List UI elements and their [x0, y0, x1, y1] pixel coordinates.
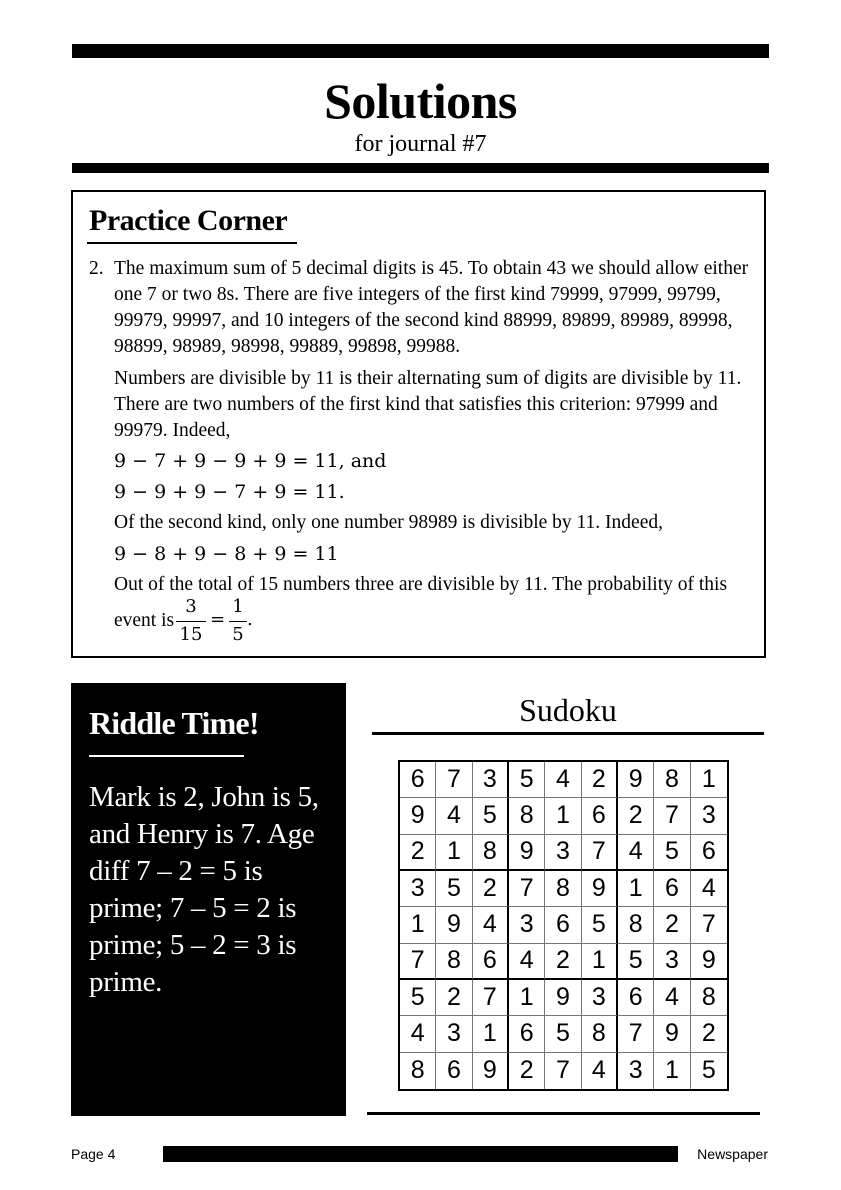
sudoku-cell: 1 [654, 1053, 690, 1089]
sudoku-cell: 9 [654, 1016, 690, 1052]
page-subtitle: for journal #7 [354, 131, 487, 157]
page-title: Solutions [324, 73, 517, 129]
sudoku-cell: 2 [654, 907, 690, 943]
sudoku-cell: 1 [509, 980, 545, 1016]
sudoku-cell: 9 [473, 1053, 509, 1089]
solution-line: The maximum sum of 5 decimal digits is 45. To obtain 43 we should allow either [114, 258, 749, 279]
sudoku-cell: 1 [545, 798, 581, 834]
sudoku-cell: 1 [436, 835, 472, 871]
sudoku-cell: 6 [473, 944, 509, 980]
practice-heading-underline [87, 242, 297, 244]
sudoku-cell: 5 [545, 1016, 581, 1052]
equation-line: 9 − 8 + 9 − 8 + 9 = 11 [114, 543, 339, 565]
sudoku-cell: 6 [545, 907, 581, 943]
sudoku-cell: 8 [509, 798, 545, 834]
sudoku-cell: 8 [400, 1053, 436, 1089]
sudoku-cell: 2 [545, 944, 581, 980]
sudoku-cell: 6 [400, 762, 436, 798]
fraction-numerator: 1 [232, 596, 244, 617]
sudoku-cell: 1 [618, 871, 654, 907]
sudoku-cell: 2 [582, 762, 618, 798]
sudoku-cell: 9 [509, 835, 545, 871]
event-prefix: event is [114, 610, 175, 631]
sudoku-cell: 1 [473, 1016, 509, 1052]
sudoku-cell: 4 [618, 835, 654, 871]
sudoku-cell: 9 [436, 907, 472, 943]
sudoku-cell: 3 [400, 871, 436, 907]
sudoku-cell: 1 [582, 944, 618, 980]
sudoku-cell: 8 [545, 871, 581, 907]
sudoku-cell: 4 [545, 762, 581, 798]
sudoku-cell: 3 [436, 1016, 472, 1052]
sudoku-cell: 6 [582, 798, 618, 834]
sudoku-cell: 3 [582, 980, 618, 1016]
period: . [247, 609, 253, 630]
sudoku-cell: 3 [691, 798, 727, 834]
sudoku-cell: 7 [618, 1016, 654, 1052]
problem-number: 2. [89, 258, 104, 279]
sudoku-cell: 3 [509, 907, 545, 943]
sudoku-cell: 2 [618, 798, 654, 834]
sudoku-cell: 5 [654, 835, 690, 871]
sudoku-cell: 5 [473, 798, 509, 834]
sudoku-cell: 2 [509, 1053, 545, 1089]
sudoku-cell: 6 [618, 980, 654, 1016]
sudoku-cell: 3 [473, 762, 509, 798]
practice-corner-box [71, 190, 766, 658]
footer-rule [163, 1146, 678, 1162]
sudoku-cell: 8 [582, 1016, 618, 1052]
top-rule [72, 44, 769, 58]
sudoku-cell: 9 [545, 980, 581, 1016]
probability-expression [114, 596, 314, 648]
sudoku-cell: 4 [436, 798, 472, 834]
sudoku-cell: 7 [691, 907, 727, 943]
sudoku-cell: 4 [509, 944, 545, 980]
sudoku-cell: 6 [436, 1053, 472, 1089]
sudoku-cell: 9 [691, 944, 727, 980]
riddle-title: Riddle Time! [89, 705, 259, 741]
solution-line: There are two numbers of the first kind that satisfies this criterion: 97999 and [114, 394, 718, 415]
sudoku-cell: 9 [582, 871, 618, 907]
sudoku-cell: 3 [618, 1053, 654, 1089]
fraction-denominator: 5 [232, 624, 244, 645]
solution-line: Numbers are divisible by 11 is their alternating sum of digits are divisible by 11. [114, 368, 742, 389]
equation-line: 9 − 9 + 9 − 7 + 9 = 11. [114, 481, 345, 503]
sudoku-title-rule [372, 732, 764, 735]
solution-line: one 7 or two 8s. There are five integers of the first kind 79999, 97999, 99799, [114, 284, 721, 305]
sudoku-cell: 4 [691, 871, 727, 907]
sudoku-cell: 5 [509, 762, 545, 798]
sudoku-cell: 5 [618, 944, 654, 980]
sudoku-cell: 8 [618, 907, 654, 943]
sudoku-cell: 1 [691, 762, 727, 798]
sudoku-cell: 7 [400, 944, 436, 980]
solution-line: 99979. Indeed, [114, 420, 231, 441]
publication-name: Newspaper [697, 1146, 768, 1162]
sudoku-cell: 5 [400, 980, 436, 1016]
sudoku-cell: 3 [545, 835, 581, 871]
sudoku-title: Sudoku [519, 692, 617, 728]
sudoku-cell: 2 [473, 871, 509, 907]
solution-line: Of the second kind, only one number 98989 is divisible by 11. Indeed, [114, 512, 663, 533]
sudoku-cell: 8 [654, 762, 690, 798]
sudoku-cell: 2 [436, 980, 472, 1016]
solution-line: 99979, 99997, and 10 integers of the second kind 88999, 89899, 89989, 89998, [114, 310, 733, 331]
sudoku-cell: 2 [691, 1016, 727, 1052]
fraction-bar [229, 621, 247, 622]
header-rule [72, 163, 769, 173]
riddle-answer: Mark is 2, John is 5, and Henry is 7. Age diff 7 – 2 = 5 is prime; 7 – 5 = 2 is prime; 5 – 2 = 3 is prime. [89, 781, 319, 998]
sudoku-cell: 6 [509, 1016, 545, 1052]
page-number: Page 4 [71, 1146, 116, 1162]
riddle-title-underline [89, 755, 244, 757]
sudoku-bottom-rule [367, 1112, 760, 1115]
sudoku-cell: 4 [654, 980, 690, 1016]
sudoku-cell: 4 [400, 1016, 436, 1052]
sudoku-cell: 8 [473, 835, 509, 871]
fraction-bar [176, 621, 206, 622]
equals-sign: = [210, 609, 226, 630]
sudoku-cell: 1 [400, 907, 436, 943]
solution-line: 98899, 98989, 98998, 99889, 99898, 99988. [114, 336, 461, 357]
sudoku-cell: 9 [400, 798, 436, 834]
sudoku-cell: 9 [618, 762, 654, 798]
sudoku-cell: 7 [509, 871, 545, 907]
sudoku-cell: 7 [654, 798, 690, 834]
sudoku-cell: 6 [691, 835, 727, 871]
riddle-box [71, 683, 346, 1116]
sudoku-cell: 2 [400, 835, 436, 871]
equation-line: 9 − 7 + 9 − 9 + 9 = 11, and [114, 450, 387, 472]
sudoku-cell: 8 [691, 980, 727, 1016]
sudoku-cell: 5 [701, 1056, 716, 1085]
sudoku-cell: 7 [473, 980, 509, 1016]
sudoku-cell: 4 [582, 1053, 618, 1089]
sudoku-cell: 3 [654, 944, 690, 980]
solution-line: Out of the total of 15 numbers three are divisible by 11. The probability of this [114, 574, 728, 595]
sudoku-cell: 5 [582, 907, 618, 943]
fraction-denominator: 15 [179, 624, 203, 645]
sudoku-cell: 8 [436, 944, 472, 980]
fraction-numerator: 3 [185, 596, 197, 617]
sudoku-cell: 6 [654, 871, 690, 907]
sudoku-cell: 4 [473, 907, 509, 943]
sudoku-cell: 7 [545, 1053, 581, 1089]
sudoku-grid [398, 760, 729, 1091]
practice-heading: Practice Corner [89, 204, 288, 237]
sudoku-cell: 7 [436, 762, 472, 798]
sudoku-cell: 7 [582, 835, 618, 871]
sudoku-cell: 5 [436, 871, 472, 907]
